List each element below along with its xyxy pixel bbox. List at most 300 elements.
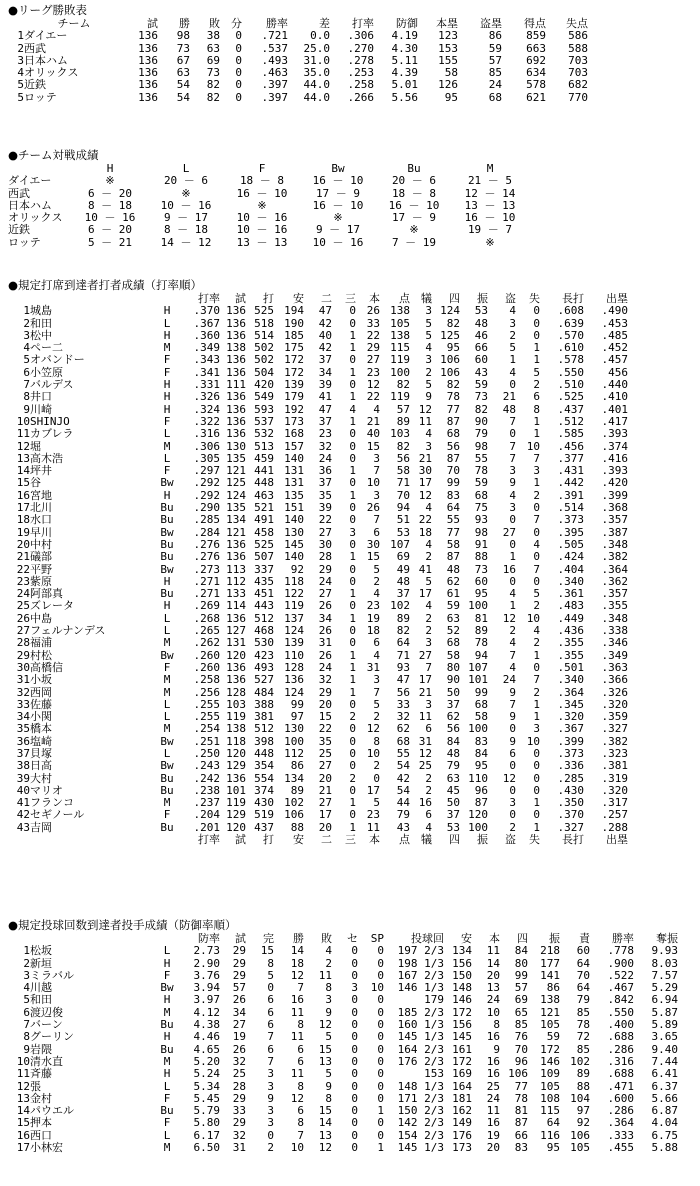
stat-value: 0 [351, 1079, 358, 1093]
stat-value: .436 [557, 624, 584, 638]
stat-value: 530 [254, 636, 274, 650]
batting-row [8, 305, 628, 317]
stat-value: 171 2/3 [397, 1091, 444, 1105]
stat-value: 3.94 [193, 981, 220, 995]
stat-value: 7 [425, 660, 432, 674]
rank: 3 [17, 53, 24, 67]
player-name: 松中 [30, 328, 52, 342]
batting-row [8, 723, 628, 735]
stat-value: 44.0 [303, 90, 330, 104]
stat-value: 514 [254, 328, 274, 342]
stat-value: 32 [318, 439, 332, 453]
rank: 20 [16, 537, 30, 551]
rank: 21 [16, 550, 30, 564]
stat-value: 71 [396, 476, 410, 490]
stat-value: 0 [509, 574, 516, 588]
stat-value: 123 [438, 29, 458, 43]
stat-value: .336 [557, 759, 584, 773]
stat-value: .430 [557, 783, 584, 797]
stat-value: 4 [425, 427, 432, 441]
team-name: 西武 [24, 41, 46, 55]
team-code: Bw [160, 525, 174, 539]
stat-value: 27 [366, 353, 380, 367]
rank: 1 [17, 29, 24, 43]
stat-value: .286 [607, 1104, 634, 1118]
stat-value: 99 [446, 476, 460, 490]
player-name: 中島 [30, 611, 52, 625]
stat-value: 185 [284, 328, 304, 342]
stat-value: 430 [254, 796, 274, 810]
column-header: 四 [517, 932, 528, 945]
stat-value: 68 [396, 734, 410, 748]
stat-value: 703 [568, 53, 588, 67]
stat-value: 19 [232, 1030, 246, 1044]
stat-value: 5 [373, 562, 380, 576]
stat-value: 28 [318, 550, 332, 564]
stat-value: .306 [193, 439, 220, 453]
stat-value: 124 [284, 685, 304, 699]
stat-value: 9 [425, 390, 432, 404]
stat-value: 93 [474, 513, 488, 527]
stat-value: 31 [418, 734, 432, 748]
stat-value: 20 [486, 968, 500, 982]
stat-value: 0 [351, 1116, 358, 1130]
team-code: L [163, 710, 171, 724]
stat-value: 4 [533, 624, 540, 638]
stat-value: 0 [533, 808, 540, 822]
stat-value: 17 [418, 476, 432, 490]
stat-value: 87 [514, 1116, 528, 1130]
match-record: 7 － 19 [391, 235, 437, 249]
player-name: 阿部真 [30, 587, 63, 601]
stat-value: .377 [557, 451, 584, 465]
stat-value: 58 [396, 464, 410, 478]
stat-value: .257 [601, 808, 628, 822]
rank: 5 [17, 90, 24, 104]
stat-value: 68 [474, 488, 488, 502]
stat-value: 136 [226, 673, 246, 687]
stat-value: 4.19 [391, 29, 418, 43]
stat-value: .463 [261, 66, 288, 80]
stat-value: 173 [452, 1141, 472, 1155]
stat-value: 136 [138, 29, 158, 43]
stat-value: 102 [284, 796, 304, 810]
stat-value: 0 [235, 53, 242, 67]
stat-value: 87 [474, 796, 488, 810]
rank: 6 [23, 365, 30, 379]
column-header: 防率 [198, 932, 220, 945]
stat-value: 22 [318, 722, 332, 736]
team-name: オリックス [24, 66, 79, 80]
versus-table [8, 163, 528, 249]
stat-value: 0 [349, 427, 356, 441]
stat-value: 0 [509, 427, 516, 441]
versus-row [8, 237, 528, 249]
batting-heading: ●規定打席到達者打者成績（打率順） [8, 278, 203, 292]
stat-value: 11 [418, 414, 432, 428]
stat-value: .391 [557, 488, 584, 502]
stat-value: 64 [576, 956, 590, 970]
stat-value: 111 [226, 378, 246, 392]
column-header: 打率 [198, 292, 220, 305]
stat-value: 4 [509, 304, 516, 318]
column-header: M [486, 162, 494, 175]
stat-value: 0 [349, 722, 356, 736]
stat-value: 113 [226, 562, 246, 576]
stat-value: 138 [390, 328, 410, 342]
stat-value: .253 [347, 66, 374, 80]
batting-row [8, 354, 628, 366]
stat-value: .290 [193, 501, 220, 515]
stat-value: 130 [284, 722, 304, 736]
stat-value: 634 [526, 66, 546, 80]
stat-value: 14 [486, 956, 500, 970]
stat-value: 26 [232, 993, 246, 1007]
column-header: Bw [331, 162, 345, 175]
stat-value: 0 [235, 78, 242, 92]
stat-value: 7 [509, 648, 516, 662]
stat-value: 121 [540, 1005, 560, 1019]
stat-value: .401 [601, 402, 628, 416]
stat-value: .362 [601, 574, 628, 588]
stat-value: 29 [318, 685, 332, 699]
stat-value: 0 [533, 501, 540, 515]
stat-value: 12 [318, 1018, 332, 1032]
match-record: 9 － 17 [315, 223, 361, 237]
rank: 5 [23, 993, 30, 1007]
stat-value: 3 [509, 316, 516, 330]
stat-value: .370 [557, 808, 584, 822]
stat-value: 0 [351, 1005, 358, 1019]
rank: 9 [23, 1042, 30, 1056]
stat-value: 9 [509, 476, 516, 490]
stat-value: 0 [349, 783, 356, 797]
stat-value: 1 [349, 550, 356, 564]
stat-value: 140 [284, 550, 304, 564]
rank: 38 [16, 759, 30, 773]
rank: 7 [23, 378, 30, 392]
team-code: Bu [160, 1042, 174, 1056]
stat-value: 96 [474, 783, 488, 797]
stat-value: .424 [557, 550, 584, 564]
stat-value: 33 [232, 1104, 246, 1118]
stat-value: 103 [226, 697, 246, 711]
stat-value: 588 [568, 41, 588, 55]
stat-value: 121 [226, 525, 246, 539]
stat-value: 72 [576, 1030, 590, 1044]
stat-value: 493 [254, 660, 274, 674]
stat-value: 61 [446, 587, 460, 601]
team-code: F [163, 414, 171, 428]
stat-value: 119 [226, 796, 246, 810]
stat-value: .349 [193, 341, 220, 355]
stat-value: .721 [261, 29, 288, 43]
player-name: グーリン [30, 1030, 74, 1044]
stat-value: 179 [284, 390, 304, 404]
rank: 16 [16, 1128, 30, 1142]
stat-value: 7 [297, 981, 304, 995]
stat-value: 0 [533, 783, 540, 797]
stat-value: 197 2/3 [397, 944, 444, 958]
stat-value: 118 [284, 574, 304, 588]
stat-value: 70 [514, 1042, 528, 1056]
stat-value: 23 [366, 599, 380, 613]
stat-value: 0 [349, 304, 356, 318]
stat-value: 0 [351, 1054, 358, 1068]
player-name: 坪井 [30, 464, 52, 478]
column-header: 勝 [179, 17, 190, 30]
stat-value: 104 [570, 1091, 590, 1105]
rank: 40 [16, 783, 30, 797]
stat-value: 47 [318, 304, 332, 318]
stat-value: 146 1/3 [397, 981, 444, 995]
stat-value: 24 [318, 660, 332, 674]
stat-value: 0 [351, 1141, 358, 1155]
player-name: 高橋信 [30, 660, 63, 674]
stat-value: 12 [418, 488, 432, 502]
column-header: 打 [263, 292, 274, 305]
stat-value: 47 [318, 402, 332, 416]
stat-value: 133 [226, 587, 246, 601]
team-code: Bw [160, 562, 174, 576]
stat-value: 79 [474, 427, 488, 441]
stat-value: .431 [557, 464, 584, 478]
stat-value: 150 2/3 [397, 1104, 444, 1118]
stat-value: 7.57 [651, 968, 678, 982]
stat-value: 136 [226, 304, 246, 318]
stat-value: .437 [557, 402, 584, 416]
stat-value: .250 [193, 746, 220, 760]
stat-value: 105 [390, 316, 410, 330]
stat-value: 87 [446, 414, 460, 428]
stat-value: 1 [349, 673, 356, 687]
batting-row [8, 687, 628, 699]
stat-value: 145 1/3 [397, 1141, 444, 1155]
stat-value: 8 [297, 1116, 304, 1130]
stat-value: 136 [138, 90, 158, 104]
stat-value: 89 [474, 624, 488, 638]
match-record: 9 － 17 [163, 211, 209, 225]
rank: 37 [16, 746, 30, 760]
column-header: 二 [321, 292, 332, 305]
stat-value: 31 [366, 660, 380, 674]
stat-value: 15 [318, 1104, 332, 1118]
stat-value: 176 2/3 [397, 1054, 444, 1068]
stat-value: 11 [318, 968, 332, 982]
stat-value: .364 [557, 685, 584, 699]
stat-value: 621 [526, 90, 546, 104]
stat-value: 24 [486, 993, 500, 1007]
stat-value: 7 [533, 673, 540, 687]
player-name: ペー二 [30, 341, 63, 355]
rank: 2 [23, 956, 30, 970]
stat-value: 79 [576, 993, 590, 1007]
stat-value: 136 [226, 427, 246, 441]
stat-value: 54 [176, 90, 190, 104]
rank: 19 [16, 525, 30, 539]
team-code: Bu [160, 537, 174, 551]
stat-value: 160 1/3 [397, 1018, 444, 1032]
stat-value: 75 [474, 501, 488, 515]
column-header: 長打 [562, 833, 584, 847]
batting-row [8, 428, 628, 440]
stat-value: 25.0 [303, 41, 330, 55]
stat-value: 78 [576, 1018, 590, 1032]
stat-value: 6 [373, 636, 380, 650]
stat-value: .417 [601, 414, 628, 428]
stat-value: 67 [176, 53, 190, 67]
standings-table [8, 18, 588, 104]
stat-value: 2.90 [193, 956, 220, 970]
player-name: セギノール [30, 808, 85, 822]
stat-value: .410 [601, 390, 628, 404]
player-name: フランコ [30, 796, 74, 810]
stat-value: 0 [349, 746, 356, 760]
stat-value: 2 [425, 611, 432, 625]
stat-value: 2 [373, 759, 380, 773]
team-code: H [163, 390, 171, 404]
stat-value: 10 [526, 611, 540, 625]
stat-value: 0 [377, 1091, 384, 1105]
stat-value: 32 [318, 673, 332, 687]
stat-value: 10 [526, 734, 540, 748]
stat-value: .243 [193, 759, 220, 773]
stat-value: 85 [576, 1005, 590, 1019]
rank: 14 [16, 464, 30, 478]
stat-value: 5.20 [193, 1054, 220, 1068]
stat-value: 0 [377, 1079, 384, 1093]
column-header: 犠 [421, 292, 432, 305]
stat-value: 99 [474, 685, 488, 699]
stat-value: 13 [486, 981, 500, 995]
stat-value: 95 [444, 90, 458, 104]
stat-value: .483 [557, 599, 584, 613]
rank: 4 [17, 66, 24, 80]
stat-value: 142 2/3 [397, 1116, 444, 1130]
stat-value: 57 [396, 402, 410, 416]
team-code: Bu [160, 820, 174, 834]
stat-value: 126 [438, 78, 458, 92]
stat-value: 79 [446, 759, 460, 773]
stat-value: 7 [533, 451, 540, 465]
stat-value: 11 [418, 710, 432, 724]
rank: 13 [16, 1091, 30, 1105]
player-name: 礒部 [30, 550, 52, 564]
stat-value: 8 [373, 734, 380, 748]
stat-value: .360 [193, 328, 220, 342]
stat-value: 136 [226, 414, 246, 428]
stat-value: 19 [486, 1128, 500, 1142]
stat-value: 70 [446, 464, 460, 478]
stat-value: .316 [193, 427, 220, 441]
stat-value: 0 [533, 759, 540, 773]
stat-value: 1 [349, 648, 356, 662]
column-header: 本塁 [436, 17, 458, 30]
stat-value: 17 [366, 783, 380, 797]
team-code: M [163, 1054, 171, 1068]
stat-value: 77 [514, 1079, 528, 1093]
stat-value: 7 [373, 464, 380, 478]
stat-value: 57 [488, 53, 502, 67]
stat-value: 87 [446, 550, 460, 564]
stat-value: .399 [601, 488, 628, 502]
team-code: H [163, 993, 171, 1007]
standings-row [8, 30, 588, 42]
stat-value: .600 [607, 1091, 634, 1105]
stat-value: 0 [351, 944, 358, 958]
stat-value: 0 [509, 513, 516, 527]
stat-value: .346 [601, 636, 628, 650]
stat-value: 181 [452, 1091, 472, 1105]
stat-value: 134 [284, 771, 304, 785]
stat-value: .395 [557, 525, 584, 539]
stat-value: 27 [318, 796, 332, 810]
stat-value: 388 [254, 697, 274, 711]
stat-value: .382 [601, 550, 628, 564]
stat-value: 136 [138, 41, 158, 55]
player-name: 清水直 [30, 1054, 63, 1068]
stat-value: 38 [206, 29, 220, 43]
team-name: ロッテ [24, 90, 57, 104]
stat-value: .271 [193, 587, 220, 601]
stat-value: 71 [396, 648, 410, 662]
stat-value: 128 [284, 660, 304, 674]
stat-value: 484 [254, 685, 274, 699]
column-header: 投球回 [411, 932, 444, 945]
stat-value: 85 [514, 1018, 528, 1032]
match-record: ※ [485, 235, 495, 249]
stat-value: .440 [601, 378, 628, 392]
stat-value: 512 [254, 722, 274, 736]
player-name: 橋本 [30, 722, 52, 736]
stat-value: 0 [351, 1030, 358, 1044]
stat-value: .305 [193, 451, 220, 465]
stat-value: 22 [366, 390, 380, 404]
stat-value: 5.79 [193, 1104, 220, 1118]
player-name: バルデス [30, 378, 74, 392]
column-header: 勝 [293, 932, 304, 945]
stat-value: 9 [325, 1079, 332, 1093]
stat-value: 99 [514, 968, 528, 982]
stat-value: 4 [425, 820, 432, 834]
match-record: 16 － 10 [388, 198, 440, 212]
stat-value: 1 [533, 414, 540, 428]
player-name: 大村 [30, 771, 52, 785]
stat-value: 10 [486, 1005, 500, 1019]
stat-value: 354 [254, 759, 274, 773]
stat-value: 121 [226, 464, 246, 478]
stat-value: 82 [446, 316, 460, 330]
stat-value: 5 [373, 796, 380, 810]
column-header: セ [347, 932, 358, 945]
standings-row [8, 79, 588, 91]
team-code: Bu [160, 783, 174, 797]
column-header: Bu [407, 162, 421, 175]
column-header: 試 [147, 17, 158, 30]
column-header: 振 [477, 292, 488, 305]
column-header: 敗 [321, 932, 332, 945]
column-header: 盗 [505, 833, 516, 847]
stat-value: 12 [366, 378, 380, 392]
stat-value: 0 [349, 624, 356, 638]
pitching-row [8, 1081, 678, 1093]
stat-value: .350 [557, 796, 584, 810]
stat-value: 0 [235, 90, 242, 104]
stat-value: 0 [349, 316, 356, 330]
stat-value: 69 [514, 993, 528, 1007]
team-code: F [163, 808, 171, 822]
stat-value: 30 [366, 537, 380, 551]
